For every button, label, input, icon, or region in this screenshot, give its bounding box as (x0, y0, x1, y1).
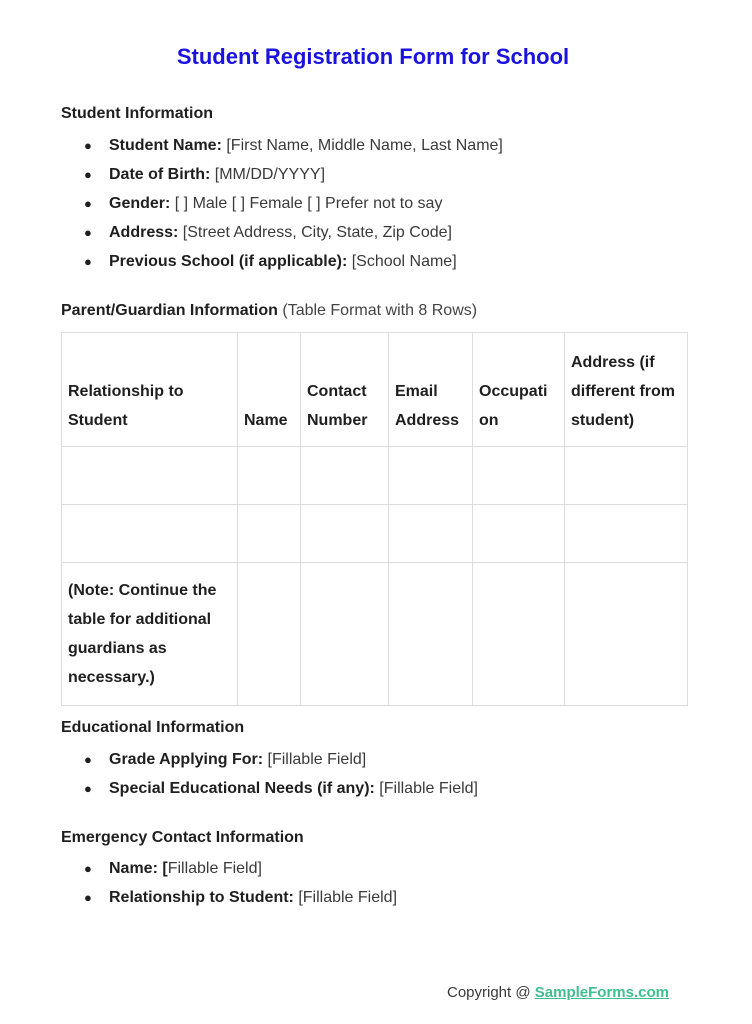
bullet-icon: ● (84, 890, 92, 905)
bullet-icon: ● (84, 861, 92, 876)
table-cell[interactable] (238, 447, 301, 505)
educational-info-list (84, 745, 478, 803)
field-value: [MM/DD/YYYY] (210, 166, 326, 183)
table-cell[interactable] (238, 563, 301, 706)
list-item (84, 883, 397, 912)
page-title: Student Registration Form for School (176, 44, 570, 69)
column-header: Occupati on (473, 333, 565, 447)
field-label: Student Name: (109, 137, 222, 154)
table-cell[interactable] (238, 505, 301, 563)
guardian-heading-text: Parent/Guardian Information (61, 302, 278, 319)
table-header-row (62, 333, 688, 447)
bullet-icon: ● (84, 781, 92, 796)
list-item (84, 189, 503, 218)
table-cell[interactable] (565, 563, 688, 706)
table-cell[interactable] (565, 447, 688, 505)
student-info-list (84, 131, 503, 276)
bullet-icon: ● (84, 167, 92, 182)
table-cell[interactable] (389, 563, 473, 706)
bullet-icon: ● (84, 225, 92, 240)
field-value[interactable]: Fillable Field] (167, 860, 262, 877)
copyright-text: Copyright @ (447, 984, 535, 1001)
table-row (62, 447, 688, 505)
field-value[interactable]: [Fillable Field] (374, 780, 478, 797)
field-value[interactable]: [Fillable Field] (263, 751, 367, 768)
list-item (84, 160, 503, 189)
emergency-info-list (84, 854, 397, 912)
list-item (84, 218, 503, 247)
table-cell[interactable] (301, 505, 389, 563)
field-label: Previous School (if applicable): (109, 253, 348, 270)
table-cell[interactable] (473, 505, 565, 563)
column-header: Address (if different from student) (565, 333, 688, 447)
field-label: Gender: (109, 195, 171, 212)
column-header: Name (238, 333, 301, 447)
column-header: Email Address (389, 333, 473, 447)
educational-info-heading: Educational Information (61, 719, 245, 736)
guardian-info-heading (61, 302, 477, 320)
table-cell[interactable] (473, 447, 565, 505)
table-cell[interactable] (301, 447, 389, 505)
field-label: Address: (109, 224, 179, 241)
field-value: [Street Address, City, State, Zip Code] (178, 224, 452, 241)
student-info-heading: Student Information (61, 105, 213, 122)
field-label: Grade Applying For: (109, 751, 264, 768)
table-cell[interactable] (301, 563, 389, 706)
table-row (62, 505, 688, 563)
guardian-table (61, 332, 688, 706)
table-row (62, 563, 688, 706)
field-label: Special Educational Needs (if any): (109, 780, 375, 797)
brand-link[interactable]: SampleForms.com (534, 984, 669, 1001)
table-cell[interactable] (62, 505, 238, 563)
list-item (84, 745, 478, 774)
field-label: Date of Birth: (109, 166, 211, 183)
list-item (84, 854, 397, 883)
table-cell[interactable] (565, 505, 688, 563)
table-cell[interactable] (473, 563, 565, 706)
continue-note: (Note: Continue the table for additional guardians as necessary.) (62, 563, 238, 706)
field-value: [ ] Male [ ] Female [ ] Prefer not to say (170, 195, 443, 212)
emergency-info-heading: Emergency Contact Information (61, 829, 304, 846)
table-cell[interactable] (389, 447, 473, 505)
field-label: Name: [ (109, 860, 168, 877)
list-item (84, 774, 478, 803)
bullet-icon: ● (84, 138, 92, 153)
bullet-icon: ● (84, 196, 92, 211)
field-value: [First Name, Middle Name, Last Name] (221, 137, 503, 154)
table-cell[interactable] (389, 505, 473, 563)
copyright-footer (447, 984, 669, 1001)
field-value: [School Name] (347, 253, 457, 270)
column-header: Relationship to Student (62, 333, 238, 447)
bullet-icon: ● (84, 254, 92, 269)
field-label: Relationship to Student: (109, 889, 294, 906)
list-item (84, 247, 503, 276)
column-header: Contact Number (301, 333, 389, 447)
field-value[interactable]: [Fillable Field] (293, 889, 398, 906)
table-cell[interactable] (62, 447, 238, 505)
bullet-icon: ● (84, 752, 92, 767)
list-item (84, 131, 503, 160)
guardian-heading-note: (Table Format with 8 Rows) (277, 302, 478, 319)
